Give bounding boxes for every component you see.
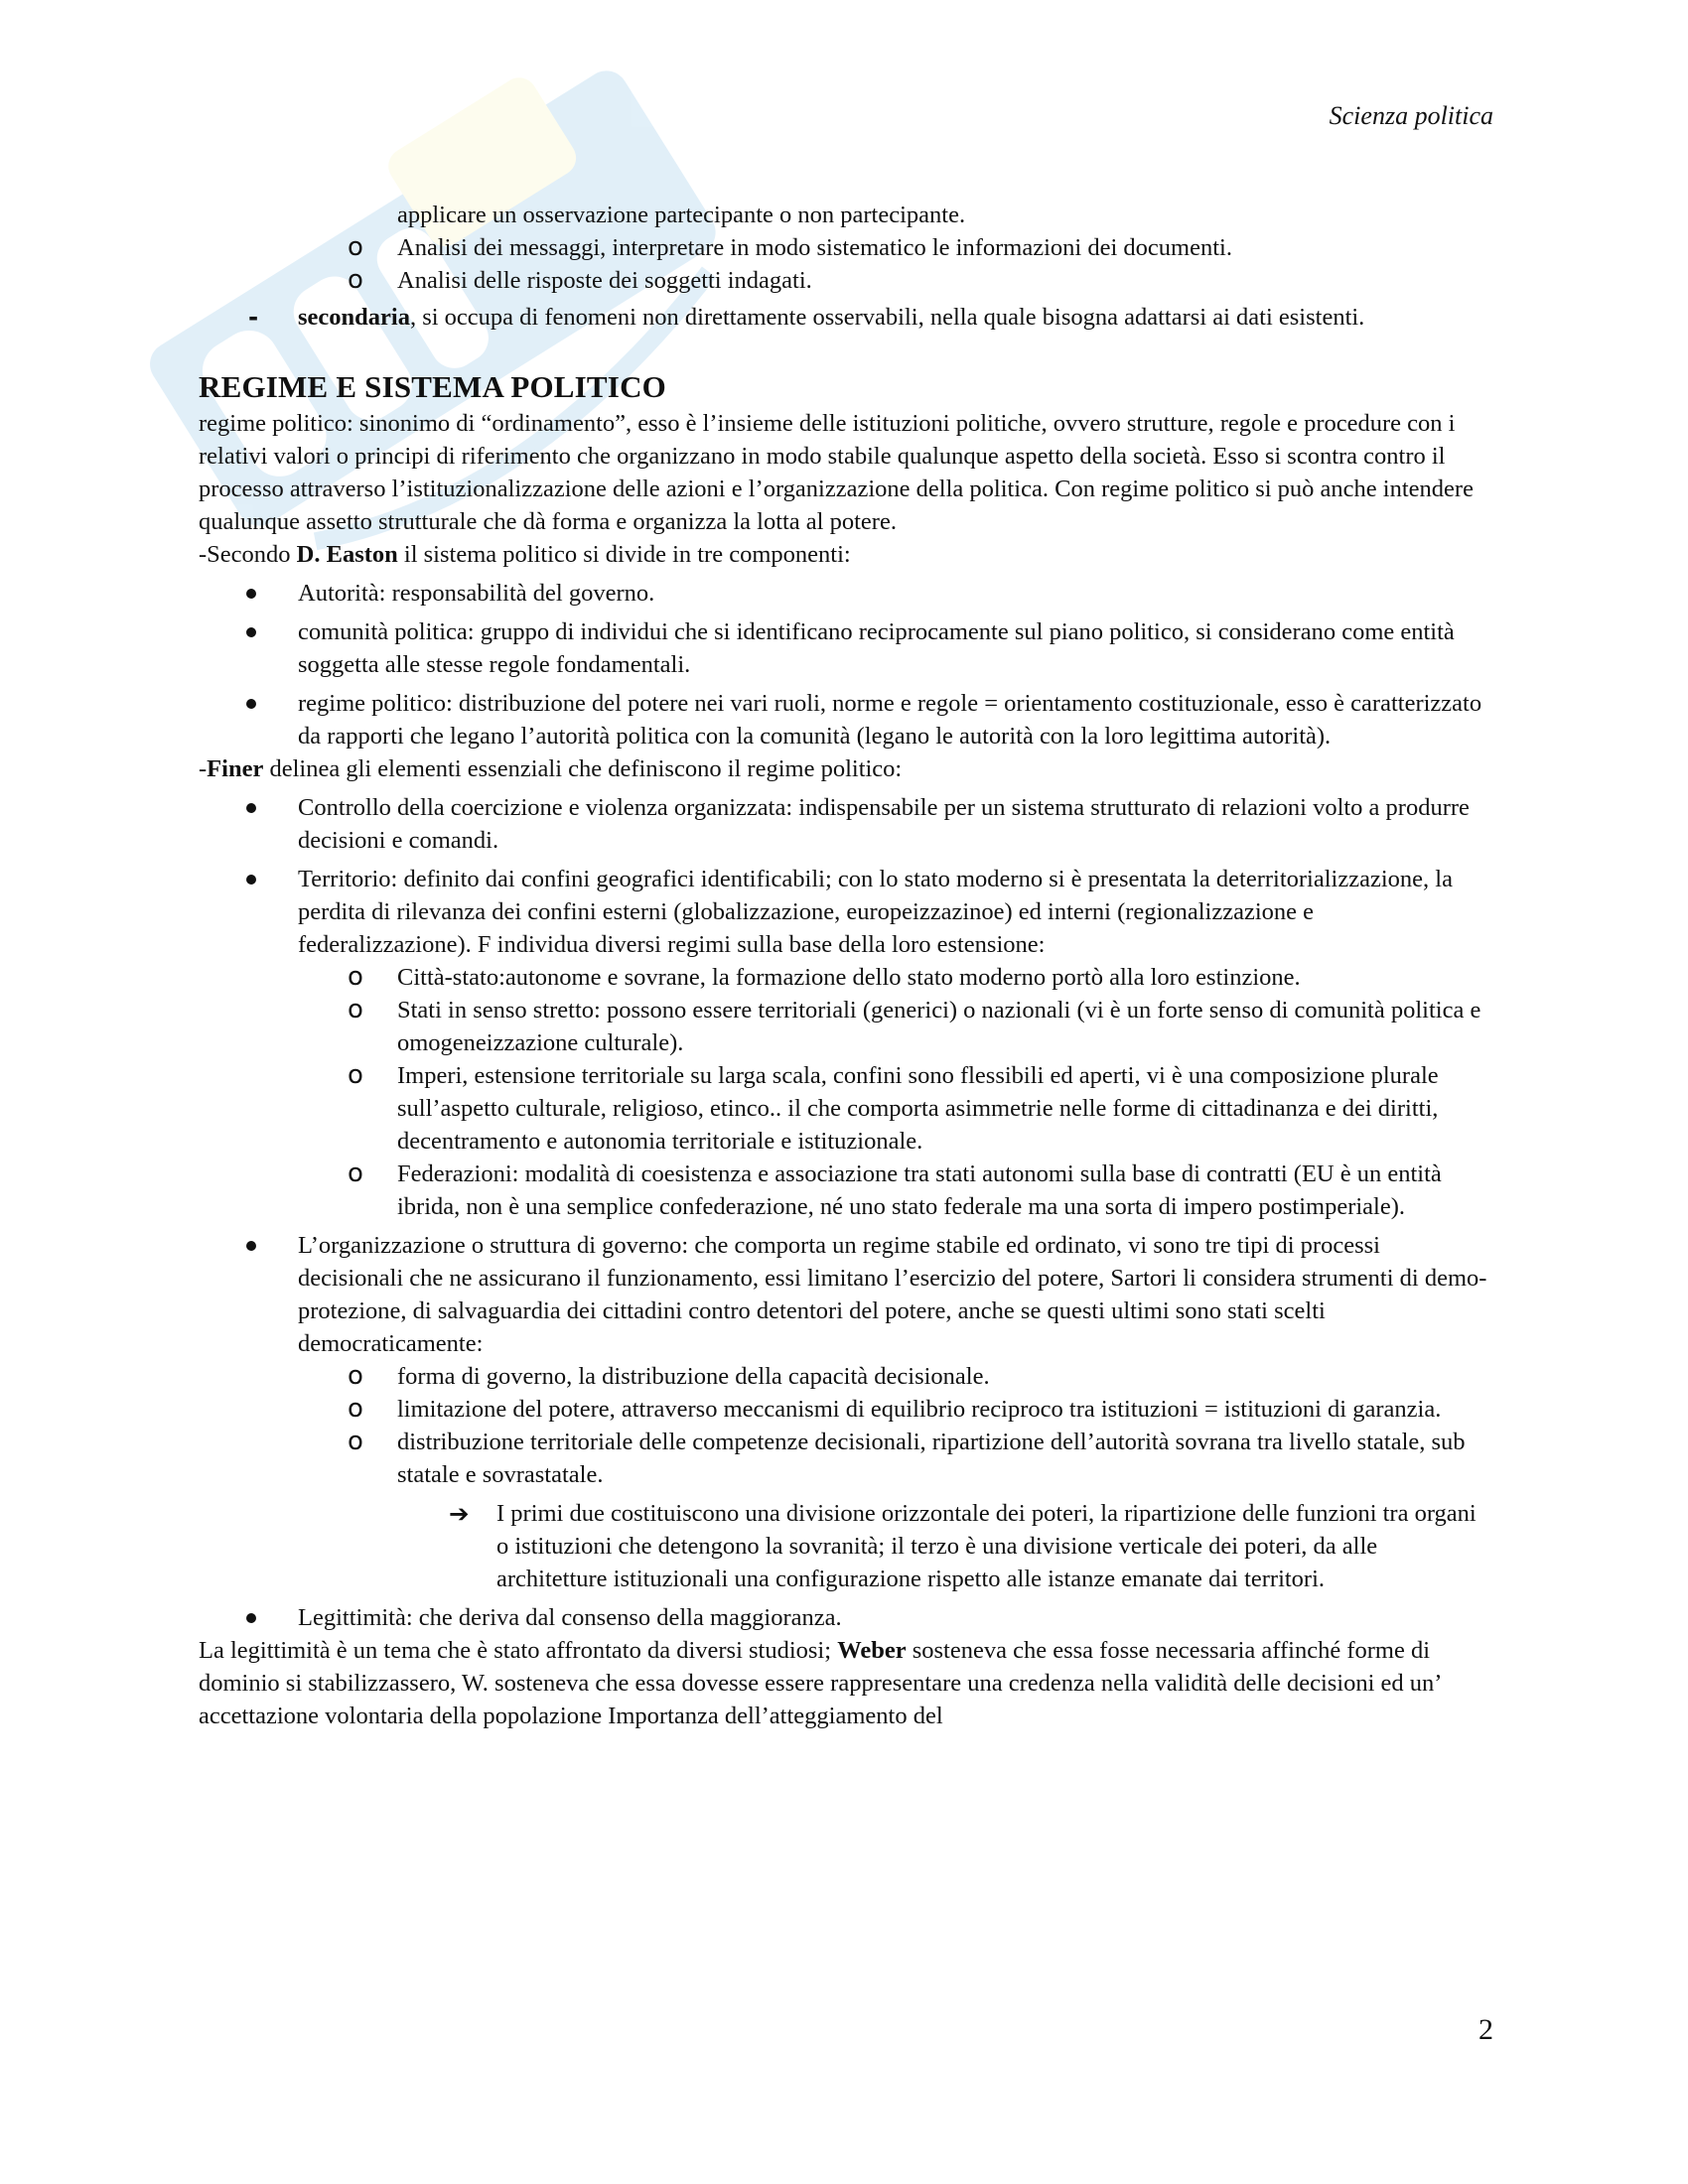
list-item-secondaria: - secondaria, si occupa di fenomeni non direttamente osservabili, nella quale bisogna adattarsi ai dati esistenti. bbox=[248, 303, 1365, 332]
hollow-o-icon: o bbox=[348, 962, 363, 992]
bullet-dot-icon bbox=[246, 627, 256, 637]
arrow-note: ➔ I primi due costituiscono una divisione orizzontale dei poteri, la ripartizione delle funzioni tra organi o istituzioni che detengono la sovranità; il terzo è una divisione verticale dei poteri, da alle architetture istituzionali una configurazione rispetto alle istanze emanate dai territori. bbox=[449, 1499, 1477, 1592]
list-item: o Imperi, estensione territoriale su larga scala, confini sono flessibili ed aperti, vi è una composizione plurale sull’aspetto culturale, religioso, etinco.. il che comporta asimmetrie nelle forme di cittadinanza e dei diritti, decentramento e autonomia territoriale e istituzionale. bbox=[348, 1060, 1439, 1155]
list-item: regime politico: distribuzione del potere nei vari ruoli, norme e regole = orientamento costituzionale, esso è caratterizzato da rapporti che legano l’autorità politica con la comunità (legano le autorità con la loro legittima autorità). bbox=[199, 687, 1491, 752]
intro-paragraph: regime politico: sinonimo di “ordinamento”, esso è l’insieme delle istituzioni politiche, ovvero strutture, regole e procedure con i relativi valori o principi di riferimento che organizzano in modo stabile qualunque aspetto della società. Esso si scontra contro il processo attraverso l’istituzionalizzazione delle azioni e l’organizzazione della politica. Con regime politico si può anche intendere qualunque assetto strutturale che dà forma e organizza la lotta al potere. bbox=[199, 410, 1474, 535]
list-item: Territorio: definito dai confini geografici identificabili; con lo stato moderno si è presentata la deterritorializzazione, la perdita di rilevanza dei confini esterni (globalizzazione, europeizzazinoe) ed interni (regionalizzazione e federalizzazione). F individua diversi regimi sulla base della loro estensione: bbox=[199, 863, 1491, 961]
list-item: o forma di governo, la distribuzione della capacità decisionale. bbox=[348, 1361, 990, 1391]
list-item: Legittimità: che deriva dal consenso della maggioranza. bbox=[199, 1601, 1491, 1634]
hollow-o-icon: o bbox=[348, 1159, 363, 1188]
bullet-dot-icon bbox=[246, 803, 256, 813]
hollow-o-icon: o bbox=[348, 1361, 363, 1391]
bullet-dot-icon bbox=[246, 875, 256, 885]
continuation-line: applicare un osservazione partecipante o non partecipante. bbox=[397, 202, 966, 228]
list-item: o Città-stato:autonome e sovrane, la formazione dello stato moderno portò alla loro estinzione. bbox=[348, 962, 1301, 992]
closing-paragraph: La legittimità è un tema che è stato affrontato da diversi studiosi; Weber sosteneva che essa fosse necessaria affinché forme di dominio si stabilizzassero, W. sosteneva che essa dovesse essere rappresentare una credenza nella validità delle decisioni ed un’ accettazione volontaria della popolazione Importanza dell’atteggiamento del bbox=[199, 1637, 1441, 1729]
list-item: o distribuzione territoriale delle competenze decisionali, ripartizione dell’autorità sovrana tra livello statale, sub statale e sovrastatale. bbox=[348, 1427, 1466, 1488]
hollow-o-icon: o bbox=[348, 1060, 363, 1090]
bullet-dot-icon bbox=[246, 1241, 256, 1251]
section-heading: REGIME E SISTEMA POLITICO bbox=[199, 369, 666, 404]
list-item: o Federazioni: modalità di coesistenza e associazione tra stati autonomi sulla base di contratti (EU è un entità ibrida, non è una semplice confederazione, né uno stato federale ma una sorta di impero postimperiale). bbox=[348, 1159, 1442, 1220]
list-item: o Stati in senso stretto: possono essere territoriali (generici) o nazionali (vi è un forte senso di comunità politica e omogeneizzazione culturale). bbox=[348, 995, 1481, 1056]
right-arrow-icon: ➔ bbox=[449, 1499, 470, 1528]
bullet-dot-icon bbox=[246, 1613, 256, 1623]
dash-bullet-icon: - bbox=[248, 303, 259, 332]
list-item: o Analisi dei messaggi, interpretare in modo sistematico le informazioni dei documenti. bbox=[348, 232, 1232, 262]
hollow-o-icon: o bbox=[348, 1394, 363, 1424]
list-item: o Analisi delle risposte dei soggetti indagati. bbox=[348, 265, 812, 295]
finer-line: -Finer delinea gli elementi essenziali che definiscono il regime politico: bbox=[199, 755, 903, 782]
list-item: o limitazione del potere, attraverso meccanismi di equilibrio reciproco tra istituzioni = istituzioni di garanzia. bbox=[348, 1394, 1442, 1424]
page-number: 2 bbox=[1478, 2013, 1493, 2046]
bullet-dot-icon bbox=[246, 699, 256, 709]
easton-line: -Secondo D. Easton il sistema politico si divide in tre componenti: bbox=[199, 541, 851, 568]
list-item: Autorità: responsabilità del governo. bbox=[199, 577, 1491, 610]
list-item: comunità politica: gruppo di individui che si identificano reciprocamente sul piano politico, si considerano come entità soggetta alle stesse regole fondamentali. bbox=[199, 615, 1491, 681]
document-body bbox=[199, 199, 1491, 1732]
bullet-dot-icon bbox=[246, 589, 256, 599]
list-item: L’organizzazione o struttura di governo: che comporta un regime stabile ed ordinato, vi sono tre tipi di processi decisionali che ne assicurano il funzionamento, essi limitano l’esercizio del potere, Sartori li considera strumenti di demo-protezione, di salvaguardia dei cittadini contro detentori del potere, anche se questi ultimi sono stati scelti democraticamente: bbox=[199, 1229, 1491, 1360]
hollow-o-icon: o bbox=[348, 232, 363, 262]
list-item: Controllo della coercizione e violenza organizzata: indispensabile per un sistema strutturato di relazioni volto a produrre decisioni e comandi. bbox=[199, 791, 1491, 857]
hollow-o-icon: o bbox=[348, 995, 363, 1024]
page-header-title: Scienza politica bbox=[1329, 101, 1493, 130]
hollow-o-icon: o bbox=[348, 1427, 363, 1456]
hollow-o-icon: o bbox=[348, 265, 363, 295]
